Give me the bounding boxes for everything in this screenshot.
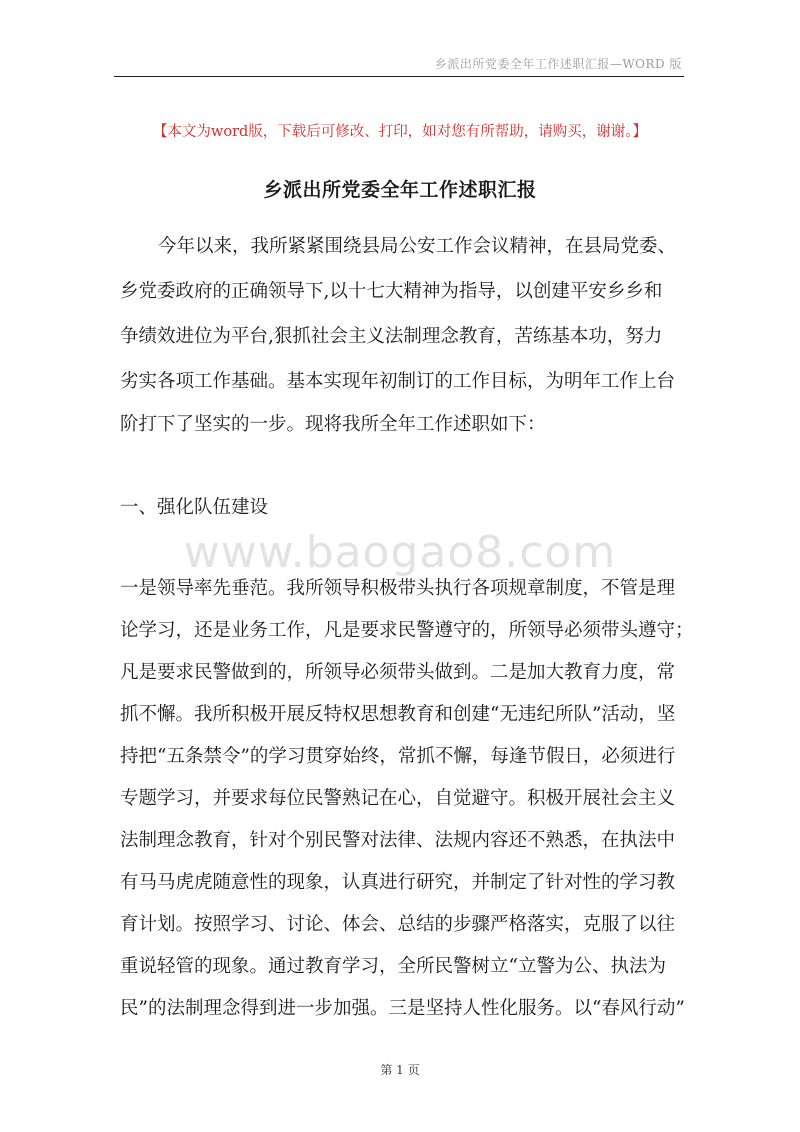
- body-line: 重说轻管的现象。通过教育学习，全所民警树立“立警为公、执法为: [120, 956, 666, 977]
- page-number: 第 1 页: [380, 1063, 420, 1077]
- document-title: 乡派出所党委全年工作述职汇报: [263, 179, 537, 201]
- running-header: 乡派出所党委全年工作述职汇报—WORD 版: [434, 57, 682, 71]
- body-line: 凡是要求民警做到的，所领导必须带头做到。二是加大教育力度，常: [120, 662, 676, 683]
- intro-line: 今年以来，我所紧紧围绕县局公安工作会议精神，在县局党委、: [158, 236, 677, 257]
- section-heading: 一、强化队伍建设: [120, 497, 269, 518]
- intro-line: 阶打下了坚实的一步。现将我所全年工作述职如下：: [120, 414, 546, 435]
- body-line: 法制理念教育，针对个别民警对法律、法规内容还不熟悉，在执法中: [120, 830, 676, 851]
- intro-line: 争绩效进位为平台,狠抓社会主义法制理念教育，苦练基本功，努力: [120, 326, 663, 347]
- watermark: www.baogao8.com: [183, 527, 617, 578]
- body-line: 论学习，还是业务工作，凡是要求民警遵守的，所领导必须带头遵守；: [120, 620, 694, 641]
- body-line: 有马马虎虎随意性的现象，认真进行研究，并制定了针对性的学习教: [120, 872, 676, 893]
- intro-line: 劣实各项工作基础。基本实现年初制订的工作目标，为明年工作上台: [120, 371, 676, 392]
- header-divider: [114, 76, 684, 77]
- body-line: 育计划。按照学习、讨论、体会、总结的步骤严格落实，克服了以往: [120, 914, 676, 935]
- body-line: 持把“五条禁令”的学习贯穿始终，常抓不懈，每逢节假日，必须进行: [120, 746, 676, 767]
- body-line: 民”的法制理念得到进一步加强。三是坚持人性化服务。以“春风行动”: [120, 998, 685, 1019]
- intro-line: 乡党委政府的正确领导下,以十七大精神为指导，以创建平安乡乡和: [120, 281, 663, 302]
- body-line: 专题学习，并要求每位民警熟记在心，自觉避守。积极开展社会主义: [120, 788, 676, 809]
- body-line: 一是领导率先垂范。我所领导积极带头执行各项规章制度，不管是理: [120, 578, 676, 599]
- download-notice: 【本文为word版，下载后可修改、打印，如对您有所帮助，请购买，谢谢。】: [152, 124, 648, 140]
- body-line: 抓不懈。我所积极开展反特权思想教育和创建“无违纪所队”活动，坚: [120, 704, 676, 725]
